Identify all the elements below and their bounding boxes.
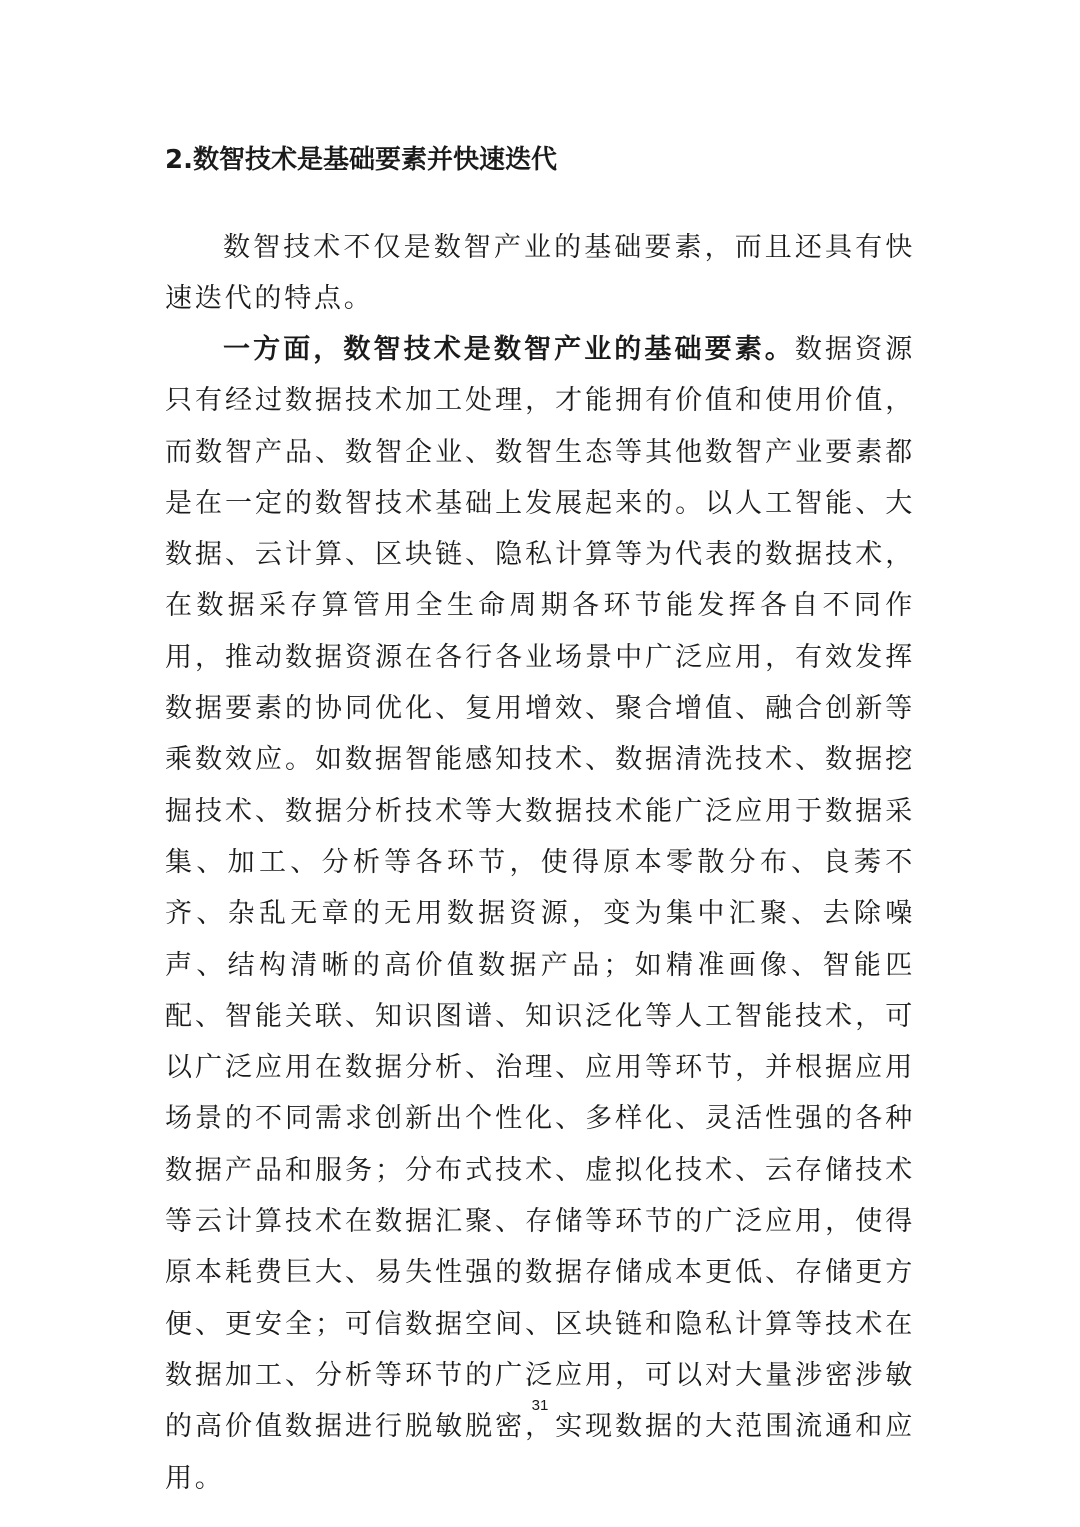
- paragraph-intro-text: 数智技术不仅是数智产业的基础要素，而且还具有快速迭代的特点。: [165, 232, 915, 315]
- paragraph-lead-sentence: 一方面，数智技术是数智产业的基础要素。: [223, 334, 795, 365]
- section-heading: 2.数智技术是基础要素并快速迭代: [165, 145, 557, 175]
- paragraph-intro: [165, 222, 915, 325]
- paragraph-main: [165, 324, 915, 1504]
- page-number: 31: [531, 1397, 549, 1414]
- paragraph-main-text: 数据资源只有经过数据技术加工处理，才能拥有价值和使用价值，而数智产品、数智企业、数智生态等其他数智产业要素都是在一定的数智技术基础上发展起来的。以人工智能、大数据、云计算、区块链、隐私计算等为代表的数据技术，在数据采存算管用全生命周期各环节能发挥各自不同作用，推动数据资源在各行各业场景中广泛应用，有效发挥数据要素的协同优化、复用增效、聚合增值、融合创新等乘数效应。如数据智能感知技术、数据清洗技术、数据挖掘技术、数据分析技术等大数据技术能广泛应用于数据采集、加工、分析等各环节，使得原本零散分布、良莠不齐、杂乱无章的无用数据资源，变为集中汇聚、去除噪声、结构清晰的高价值数据产品；如精准画像、智能匹配、智能关联、知识图谱、知识泛化等人工智能技术，可以广泛应用在数据分析、治理、应用等环节，并根据应用场景的不同需求创新出个性化、多样化、灵活性强的各种数据产品和服务；分布式技术、虚拟化技术、云存储技术等云计算技术在数据汇聚、存储等环节的广泛应用，使得原本耗费巨大、易失性强的数据存储成本更低、存储更方便、更安全；可信数据空间、区块链和隐私计算等技术在数据加工、分析等环节的广泛应用，可以对大量涉密涉敏的高价值数据进行脱敏脱密，实现数据的大范围流通和应用。: [165, 334, 916, 1494]
